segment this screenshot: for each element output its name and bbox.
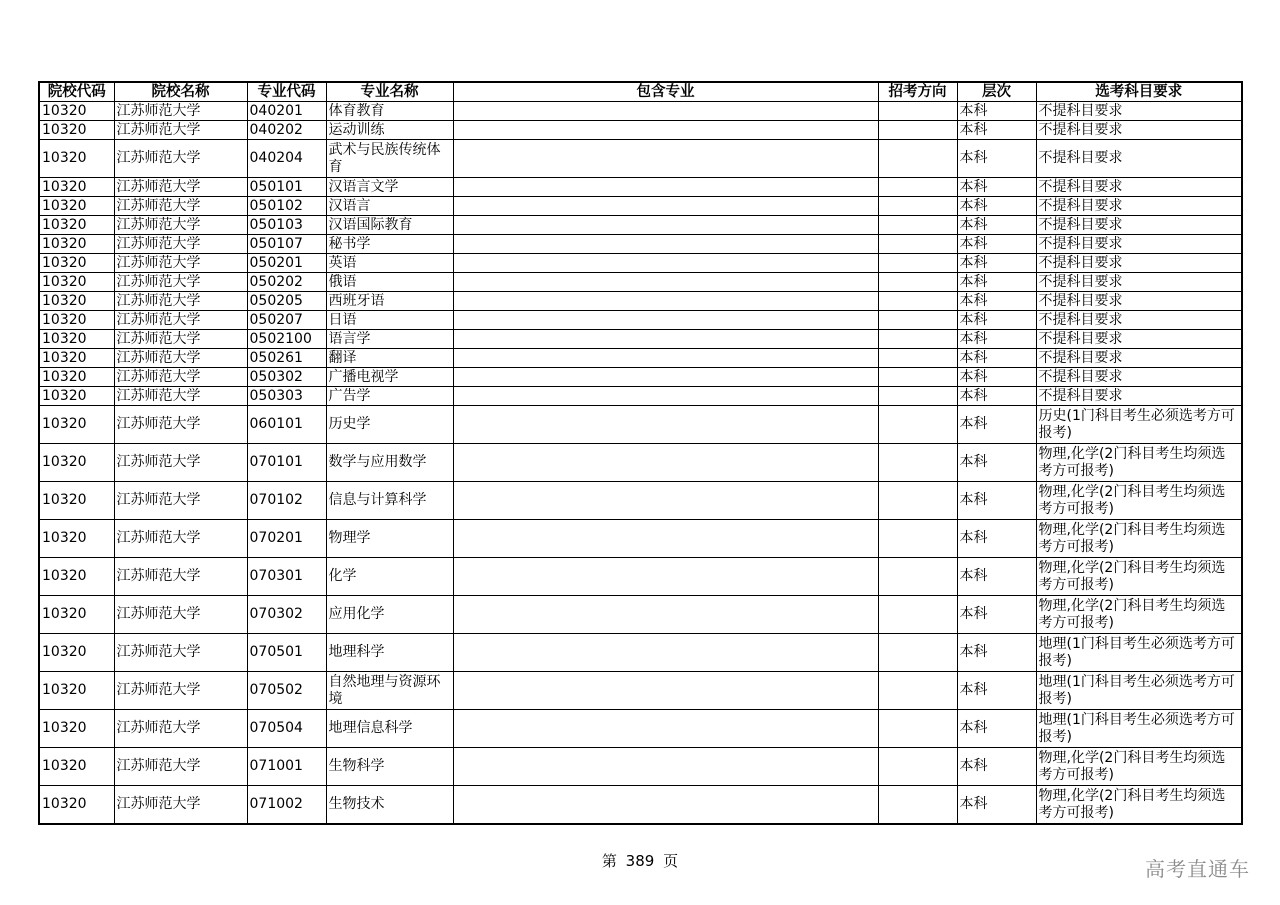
major-name-cell: 汉语国际教育 [326, 216, 453, 235]
table-row [39, 634, 1242, 672]
subject-requirement-cell: 不提科目要求 [1036, 387, 1242, 406]
school-name-cell: 江苏师范大学 [114, 311, 247, 330]
school-name-cell: 江苏师范大学 [114, 634, 247, 672]
table-row [39, 520, 1242, 558]
included-majors-cell [453, 558, 878, 596]
table-row [39, 482, 1242, 520]
major-code-cell: 050303 [247, 387, 326, 406]
subject-requirement-cell: 地理(1门科目考生必须选考方可报考) [1036, 672, 1242, 710]
school-code-cell: 10320 [39, 482, 114, 520]
major-code-cell: 071002 [247, 786, 326, 825]
major-name-cell: 物理学 [326, 520, 453, 558]
major-code-cell: 040204 [247, 140, 326, 178]
direction-header: 招考方向 [878, 82, 957, 102]
subject-requirement-cell: 物理,化学(2门科目考生均须选考方可报考) [1036, 748, 1242, 786]
school-name-cell: 江苏师范大学 [114, 140, 247, 178]
school-name-cell: 江苏师范大学 [114, 121, 247, 140]
included-majors-cell [453, 520, 878, 558]
level-cell: 本科 [957, 406, 1036, 444]
included-majors-cell [453, 786, 878, 825]
subject-requirement-cell: 物理,化学(2门科目考生均须选考方可报考) [1036, 520, 1242, 558]
level-cell: 本科 [957, 558, 1036, 596]
subject-requirement-cell: 物理,化学(2门科目考生均须选考方可报考) [1036, 444, 1242, 482]
subject-requirement-cell: 物理,化学(2门科目考生均须选考方可报考) [1036, 786, 1242, 825]
major-name-cell: 自然地理与资源环境 [326, 672, 453, 710]
table-row [39, 178, 1242, 197]
direction-cell [878, 140, 957, 178]
direction-cell [878, 672, 957, 710]
level-cell: 本科 [957, 330, 1036, 349]
subject-requirement-cell: 不提科目要求 [1036, 216, 1242, 235]
level-cell: 本科 [957, 349, 1036, 368]
direction-cell [878, 444, 957, 482]
included-majors-cell [453, 102, 878, 121]
school-name-cell: 江苏师范大学 [114, 672, 247, 710]
subject-requirement-cell: 物理,化学(2门科目考生均须选考方可报考) [1036, 596, 1242, 634]
major-name-cell: 广播电视学 [326, 368, 453, 387]
school-code-cell: 10320 [39, 558, 114, 596]
major-name-cell: 汉语言 [326, 197, 453, 216]
school-name-cell: 江苏师范大学 [114, 197, 247, 216]
school-code-cell: 10320 [39, 311, 114, 330]
school-code-cell: 10320 [39, 520, 114, 558]
school-code-cell: 10320 [39, 634, 114, 672]
school-name-cell: 江苏师范大学 [114, 387, 247, 406]
subject-requirement-cell: 物理,化学(2门科目考生均须选考方可报考) [1036, 558, 1242, 596]
included-majors-cell [453, 710, 878, 748]
level-cell: 本科 [957, 216, 1036, 235]
included-majors-cell [453, 672, 878, 710]
major-name-cell: 西班牙语 [326, 292, 453, 311]
subject-requirement-cell: 地理(1门科目考生必须选考方可报考) [1036, 710, 1242, 748]
major-name-cell: 广告学 [326, 387, 453, 406]
major-name-cell: 生物科学 [326, 748, 453, 786]
major-code-cell: 071001 [247, 748, 326, 786]
subject-requirement-header: 选考科目要求 [1036, 82, 1242, 102]
included-majors-cell [453, 406, 878, 444]
school-code-cell: 10320 [39, 748, 114, 786]
table-row [39, 235, 1242, 254]
school-name-header: 院校名称 [114, 82, 247, 102]
subject-requirement-cell: 不提科目要求 [1036, 292, 1242, 311]
direction-cell [878, 292, 957, 311]
school-name-cell: 江苏师范大学 [114, 216, 247, 235]
direction-cell [878, 406, 957, 444]
level-cell: 本科 [957, 786, 1036, 825]
level-cell: 本科 [957, 368, 1036, 387]
school-code-cell: 10320 [39, 330, 114, 349]
direction-cell [878, 121, 957, 140]
admission-requirements-table [38, 81, 1243, 825]
major-code-cell: 0502100 [247, 330, 326, 349]
included-majors-cell [453, 216, 878, 235]
major-name-cell: 历史学 [326, 406, 453, 444]
major-code-cell: 050103 [247, 216, 326, 235]
major-code-cell: 060101 [247, 406, 326, 444]
included-majors-cell [453, 235, 878, 254]
table-row [39, 216, 1242, 235]
school-code-cell: 10320 [39, 444, 114, 482]
major-code-cell: 050102 [247, 197, 326, 216]
major-code-cell: 040201 [247, 102, 326, 121]
subject-requirement-cell: 物理,化学(2门科目考生均须选考方可报考) [1036, 482, 1242, 520]
school-code-cell: 10320 [39, 292, 114, 311]
school-name-cell: 江苏师范大学 [114, 596, 247, 634]
school-code-cell: 10320 [39, 596, 114, 634]
table-row [39, 330, 1242, 349]
major-name-cell: 地理科学 [326, 634, 453, 672]
included-majors-cell [453, 596, 878, 634]
major-name-cell: 生物技术 [326, 786, 453, 825]
table-row [39, 672, 1242, 710]
school-name-cell: 江苏师范大学 [114, 558, 247, 596]
school-name-cell: 江苏师范大学 [114, 786, 247, 825]
table-row [39, 368, 1242, 387]
subject-requirement-cell: 不提科目要求 [1036, 330, 1242, 349]
subject-requirement-cell: 不提科目要求 [1036, 273, 1242, 292]
included-majors-cell [453, 121, 878, 140]
major-code-cell: 050107 [247, 235, 326, 254]
school-name-cell: 江苏师范大学 [114, 292, 247, 311]
table-row [39, 121, 1242, 140]
major-code-cell: 050205 [247, 292, 326, 311]
major-name-cell: 运动训练 [326, 121, 453, 140]
school-name-cell: 江苏师范大学 [114, 444, 247, 482]
subject-requirement-cell: 不提科目要求 [1036, 368, 1242, 387]
table-row [39, 349, 1242, 368]
table-row [39, 406, 1242, 444]
school-code-cell: 10320 [39, 273, 114, 292]
school-code-cell: 10320 [39, 387, 114, 406]
major-name-cell: 地理信息科学 [326, 710, 453, 748]
school-code-cell: 10320 [39, 254, 114, 273]
page-number-prefix: 第 [601, 852, 617, 870]
school-code-cell: 10320 [39, 786, 114, 825]
subject-requirement-cell: 不提科目要求 [1036, 197, 1242, 216]
school-name-cell: 江苏师范大学 [114, 178, 247, 197]
table-row [39, 140, 1242, 178]
school-code-cell: 10320 [39, 197, 114, 216]
included-majors-cell [453, 748, 878, 786]
table-row [39, 254, 1242, 273]
major-name-cell: 化学 [326, 558, 453, 596]
school-code-cell: 10320 [39, 672, 114, 710]
major-name-cell: 秘书学 [326, 235, 453, 254]
included-majors-cell [453, 273, 878, 292]
direction-cell [878, 273, 957, 292]
subject-requirement-cell: 不提科目要求 [1036, 349, 1242, 368]
page-number: 389 [625, 852, 655, 870]
level-cell: 本科 [957, 235, 1036, 254]
school-code-cell: 10320 [39, 121, 114, 140]
page-number-suffix: 页 [663, 852, 679, 870]
direction-cell [878, 482, 957, 520]
included-majors-cell [453, 140, 878, 178]
major-code-cell: 050202 [247, 273, 326, 292]
direction-cell [878, 235, 957, 254]
school-code-cell: 10320 [39, 235, 114, 254]
major-name-cell: 汉语言文学 [326, 178, 453, 197]
school-name-cell: 江苏师范大学 [114, 520, 247, 558]
level-cell: 本科 [957, 444, 1036, 482]
level-cell: 本科 [957, 634, 1036, 672]
level-cell: 本科 [957, 254, 1036, 273]
level-cell: 本科 [957, 292, 1036, 311]
major-code-cell: 070301 [247, 558, 326, 596]
level-cell: 本科 [957, 748, 1036, 786]
school-name-cell: 江苏师范大学 [114, 406, 247, 444]
school-name-cell: 江苏师范大学 [114, 748, 247, 786]
major-name-cell: 信息与计算科学 [326, 482, 453, 520]
table-row [39, 102, 1242, 121]
school-code-cell: 10320 [39, 178, 114, 197]
major-name-cell: 武术与民族传统体育 [326, 140, 453, 178]
school-name-cell: 江苏师范大学 [114, 254, 247, 273]
level-cell: 本科 [957, 102, 1036, 121]
major-name-cell: 应用化学 [326, 596, 453, 634]
level-cell: 本科 [957, 482, 1036, 520]
major-code-cell: 070502 [247, 672, 326, 710]
direction-cell [878, 748, 957, 786]
direction-cell [878, 596, 957, 634]
table-row [39, 273, 1242, 292]
table-row [39, 748, 1242, 786]
major-code-cell: 050261 [247, 349, 326, 368]
subject-requirement-cell: 不提科目要求 [1036, 311, 1242, 330]
level-cell: 本科 [957, 710, 1036, 748]
subject-requirement-cell: 不提科目要求 [1036, 254, 1242, 273]
direction-cell [878, 311, 957, 330]
major-name-cell: 数学与应用数学 [326, 444, 453, 482]
level-cell: 本科 [957, 273, 1036, 292]
page-footer [0, 850, 1280, 871]
school-code-cell: 10320 [39, 216, 114, 235]
watermark-text: 高考直通车 [1145, 857, 1250, 881]
level-cell: 本科 [957, 197, 1036, 216]
major-code-cell: 070101 [247, 444, 326, 482]
included-majors-cell [453, 444, 878, 482]
school-name-cell: 江苏师范大学 [114, 710, 247, 748]
school-name-cell: 江苏师范大学 [114, 235, 247, 254]
school-code-cell: 10320 [39, 710, 114, 748]
major-name-cell: 英语 [326, 254, 453, 273]
major-code-cell: 070302 [247, 596, 326, 634]
major-code-cell: 040202 [247, 121, 326, 140]
school-code-cell: 10320 [39, 406, 114, 444]
level-header: 层次 [957, 82, 1036, 102]
subject-requirement-cell: 不提科目要求 [1036, 102, 1242, 121]
major-code-cell: 050302 [247, 368, 326, 387]
subject-requirement-cell: 不提科目要求 [1036, 140, 1242, 178]
table-row [39, 311, 1242, 330]
included-majors-cell [453, 387, 878, 406]
direction-cell [878, 634, 957, 672]
included-majors-cell [453, 178, 878, 197]
direction-cell [878, 786, 957, 825]
direction-cell [878, 197, 957, 216]
table-row [39, 710, 1242, 748]
included-majors-cell [453, 330, 878, 349]
school-name-cell: 江苏师范大学 [114, 482, 247, 520]
subject-requirement-cell: 不提科目要求 [1036, 235, 1242, 254]
included-majors-cell [453, 634, 878, 672]
subject-requirement-cell: 不提科目要求 [1036, 121, 1242, 140]
included-majors-cell [453, 197, 878, 216]
school-code-cell: 10320 [39, 368, 114, 387]
school-name-cell: 江苏师范大学 [114, 102, 247, 121]
major-name-cell: 翻译 [326, 349, 453, 368]
major-code-cell: 070102 [247, 482, 326, 520]
level-cell: 本科 [957, 596, 1036, 634]
included-majors-cell [453, 349, 878, 368]
school-name-cell: 江苏师范大学 [114, 368, 247, 387]
direction-cell [878, 558, 957, 596]
major-name-header: 专业名称 [326, 82, 453, 102]
level-cell: 本科 [957, 311, 1036, 330]
school-code-header: 院校代码 [39, 82, 114, 102]
direction-cell [878, 710, 957, 748]
level-cell: 本科 [957, 672, 1036, 710]
major-code-header: 专业代码 [247, 82, 326, 102]
direction-cell [878, 178, 957, 197]
included-majors-cell [453, 254, 878, 273]
included-majors-cell [453, 482, 878, 520]
included-majors-header: 包含专业 [453, 82, 878, 102]
major-name-cell: 体育教育 [326, 102, 453, 121]
major-code-cell: 070201 [247, 520, 326, 558]
level-cell: 本科 [957, 140, 1036, 178]
included-majors-cell [453, 292, 878, 311]
school-code-cell: 10320 [39, 349, 114, 368]
table-row [39, 387, 1242, 406]
subject-requirement-cell: 地理(1门科目考生必须选考方可报考) [1036, 634, 1242, 672]
school-name-cell: 江苏师范大学 [114, 330, 247, 349]
major-code-cell: 070504 [247, 710, 326, 748]
level-cell: 本科 [957, 121, 1036, 140]
level-cell: 本科 [957, 387, 1036, 406]
major-code-cell: 050207 [247, 311, 326, 330]
major-code-cell: 050101 [247, 178, 326, 197]
major-code-cell: 050201 [247, 254, 326, 273]
table-row [39, 197, 1242, 216]
major-name-cell: 俄语 [326, 273, 453, 292]
major-name-cell: 日语 [326, 311, 453, 330]
subject-requirement-cell: 不提科目要求 [1036, 178, 1242, 197]
table-row [39, 596, 1242, 634]
table-header-row [39, 82, 1242, 102]
subject-requirement-cell: 历史(1门科目考生必须选考方可报考) [1036, 406, 1242, 444]
level-cell: 本科 [957, 178, 1036, 197]
table-row [39, 558, 1242, 596]
table-row [39, 292, 1242, 311]
direction-cell [878, 520, 957, 558]
major-name-cell: 语言学 [326, 330, 453, 349]
school-code-cell: 10320 [39, 140, 114, 178]
direction-cell [878, 216, 957, 235]
school-name-cell: 江苏师范大学 [114, 273, 247, 292]
major-code-cell: 070501 [247, 634, 326, 672]
direction-cell [878, 254, 957, 273]
table-row [39, 786, 1242, 825]
direction-cell [878, 349, 957, 368]
direction-cell [878, 102, 957, 121]
direction-cell [878, 330, 957, 349]
included-majors-cell [453, 368, 878, 387]
school-name-cell: 江苏师范大学 [114, 349, 247, 368]
included-majors-cell [453, 311, 878, 330]
table-body [39, 102, 1242, 825]
school-code-cell: 10320 [39, 102, 114, 121]
table-row [39, 444, 1242, 482]
level-cell: 本科 [957, 520, 1036, 558]
direction-cell [878, 368, 957, 387]
direction-cell [878, 387, 957, 406]
